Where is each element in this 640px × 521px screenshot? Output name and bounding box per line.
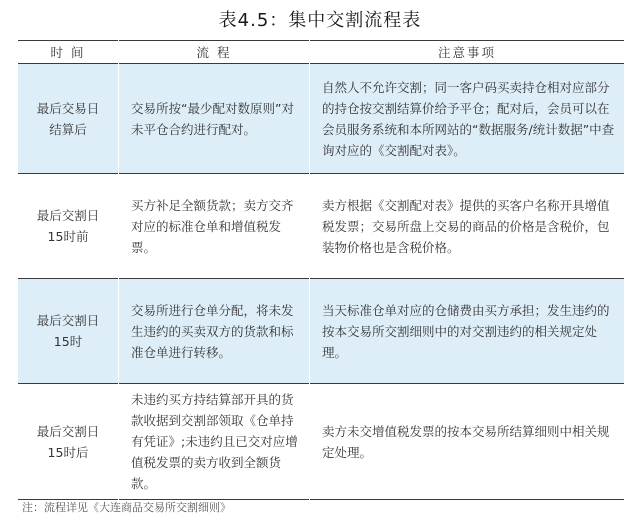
row-process: 未违约买方持结算部开具的货款收据到交割部领取《仓单持有凭证》;未违约且已交对应增值税发票的卖方收到全额货款。 — [119, 384, 310, 500]
row-notes: 卖方未交增值税发票的按本交易所结算细则中相关规定处理。 — [310, 384, 625, 500]
table-header-row — [18, 41, 624, 64]
header-process: 流 程 — [119, 41, 310, 64]
row-time: 最后交割日15时前 — [36, 208, 100, 244]
row-notes: 当天标准仓单对应的仓储费由买方承担；发生违约的按本交易所交割细则中的对交割违约的相关规定处理。 — [310, 279, 625, 384]
row-notes: 卖方根据《交割配对表》提供的买客户名称开具增值税发票；交易所盘上交易的商品的价格是含税价，包装物价格也是含税价格。 — [310, 174, 625, 279]
table-row — [18, 64, 624, 174]
row-process: 交易所进行仓单分配，将未发生违约的买卖双方的货款和标准仓单进行转移。 — [119, 279, 310, 384]
header-time: 时 间 — [50, 44, 86, 60]
row-time: 最后交割日15时 — [36, 313, 100, 349]
header-notes: 注意事项 — [310, 41, 625, 64]
delivery-process-table — [18, 40, 624, 500]
footnote: 注：流程详见《大连商品交易所交割细则》 — [22, 501, 231, 514]
row-process: 买方补足全额货款；卖方交齐对应的标准仓单和增值税发票。 — [119, 174, 310, 279]
row-process: 交易所按“最少配对数原则”对未平仓合约进行配对。 — [119, 64, 310, 174]
row-notes: 自然人不允许交割；同一客户码买卖持仓相对应部分的持仓按交割结算价给予平仓；配对后，会员可以在会员服务系统和本所网站的“数据服务/统计数据”中查询对应的《交割配对表》。 — [310, 64, 625, 174]
table-row — [18, 279, 624, 384]
table-title: 表4.5：集中交割流程表 — [218, 10, 422, 31]
row-time: 最后交易日结算后 — [36, 100, 100, 137]
table-row — [18, 174, 624, 279]
row-time: 最后交割日15时后 — [36, 423, 100, 460]
table-row — [18, 384, 624, 500]
